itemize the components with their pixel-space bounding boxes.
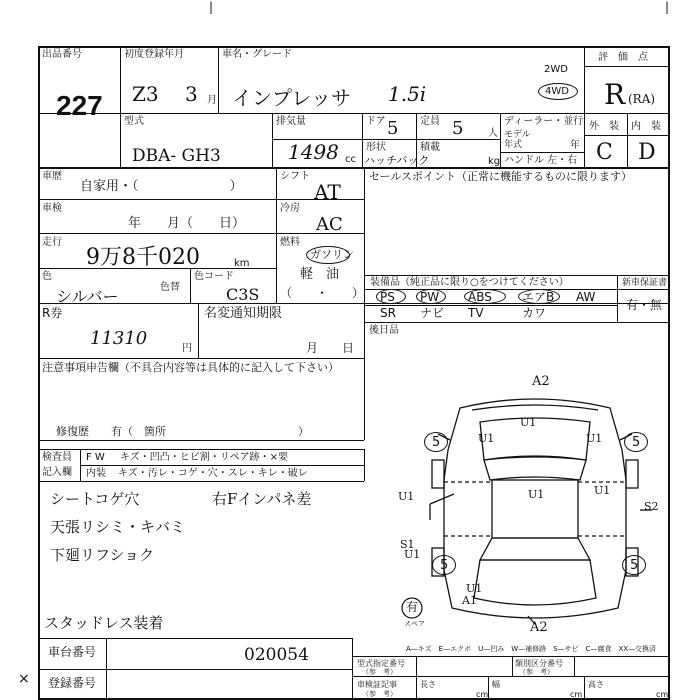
name-change-value: 月 日: [306, 341, 355, 355]
row-divider: [364, 305, 617, 306]
equipment-item: カワ: [522, 306, 547, 320]
displacement-unit: cc: [345, 154, 356, 165]
inspector-line-2: キズ・汚レ・コゲ・穴・スレ・キレ・破レ: [118, 468, 308, 479]
circled-five-mark: [622, 555, 646, 575]
displacement-label: 排気量: [276, 116, 306, 127]
circled-five-mark: [624, 432, 648, 452]
equipment-circle: [464, 289, 506, 304]
first-reg-label: 初度登録年月: [124, 49, 184, 60]
mark-u1: U1: [520, 416, 537, 429]
col-divider: [198, 303, 199, 358]
model-label: 型式: [124, 116, 144, 127]
row-divider: [500, 152, 584, 153]
col-divider: [364, 449, 365, 481]
col-divider: [276, 168, 277, 303]
model-value: DBA- GH3: [132, 146, 221, 166]
shape-value: ハッチバック: [364, 154, 430, 167]
ac-value: AC: [316, 214, 343, 235]
handle-label: ハンドル 左・右: [504, 155, 578, 166]
mark-u1: U1: [594, 484, 611, 497]
equipment-item: ABS: [468, 290, 492, 304]
mileage-value: 9万8千020: [86, 245, 200, 270]
load-label: 積載: [420, 142, 440, 153]
car-grade: 1.5i: [388, 82, 427, 106]
warranty-value: 有・無: [626, 298, 663, 312]
row-divider: [38, 440, 364, 441]
note-studless-tires: スタッドレス装着: [44, 614, 164, 632]
doors-label: ドア: [366, 116, 386, 127]
equipment-item: PW: [420, 290, 440, 304]
corner-mark-top-left: |: [209, 0, 214, 14]
mark-u1: U1: [404, 548, 421, 561]
fuel-label: 燃料: [280, 237, 300, 248]
first-reg-month: 3: [185, 82, 198, 106]
circled-five-text: 5: [632, 435, 641, 450]
class-label: 類別区分番号: [515, 659, 563, 668]
ac-label: 冷房: [280, 203, 300, 214]
score-note: (RA): [628, 92, 656, 106]
inspector-label-1: 検査員: [42, 452, 72, 463]
first-reg-era: Z3: [132, 82, 159, 106]
mark-s2: S2: [644, 500, 659, 513]
interior-label: 内 装: [631, 121, 661, 132]
exterior-label: 外 装: [589, 121, 619, 132]
inspector-inner: 内装: [86, 468, 106, 479]
row-divider: [38, 638, 352, 639]
equipment-item: ナビ: [420, 306, 445, 320]
model-year-label: モデル: [504, 130, 531, 140]
spare-mark: 有: [406, 600, 419, 614]
mark-u1: U1: [586, 432, 603, 445]
inspection-value: 年 月（ 日）: [128, 216, 246, 231]
shift-value: AT: [314, 180, 341, 204]
row-divider: [352, 676, 670, 677]
equipment-item: エアB: [522, 290, 555, 304]
class-sub: （参 考）: [519, 668, 554, 676]
mileage-label: 走行: [42, 237, 62, 248]
col-divider: [218, 46, 219, 114]
inspector-label-2: 記入欄: [42, 467, 72, 478]
car-name-label: 車名・グレード: [222, 49, 292, 60]
capacity-value: 5: [452, 118, 464, 139]
mark-a2-top: A2: [532, 374, 550, 389]
col-divider: [190, 268, 191, 303]
height-unit: cm: [656, 690, 669, 699]
recycle-unit: 円: [182, 343, 192, 354]
sales-points-label: セールスポイント（正常に機能するものに限ります）: [369, 170, 633, 183]
equipment-circle: [376, 289, 406, 304]
recycle-value: 11310: [90, 328, 148, 349]
col-divider: [584, 46, 585, 168]
dealer-label: ディーラー・並行: [504, 116, 584, 127]
col-divider: [617, 275, 618, 323]
note-underbody-rust: 下廻リフショク: [50, 546, 155, 564]
note-headliner-stain: 天張リシミ・キバミ: [50, 518, 186, 536]
spare-sub: スペア: [404, 620, 425, 628]
note-dash-step: 右Fインパネ差: [212, 490, 312, 508]
damage-legend: A—キズ E—エクボ U—凹み W—補修跡 S—サビ C—腐食 XX—交換済: [406, 645, 657, 653]
mileage-unit: km: [234, 258, 250, 269]
displacement-value: 1498: [288, 140, 339, 164]
repair-history-label: 修復歴 有（ 箇所 ）: [56, 425, 309, 438]
fuel-gas: ガソリン: [310, 248, 354, 261]
inspector-fw: F W: [86, 452, 105, 463]
type-designation-sub: （参 考）: [362, 668, 397, 676]
type-designation-label: 型式指定番号: [357, 659, 405, 668]
row-divider: [38, 113, 670, 114]
capacity-label: 定員: [420, 116, 440, 127]
mark-s1: S1: [400, 538, 415, 551]
circled-five-text: 5: [440, 558, 449, 573]
row-divider: [364, 275, 670, 276]
equipment-circle: [518, 289, 560, 304]
col-divider: [364, 168, 365, 440]
col-divider: [627, 113, 628, 168]
row-divider: [362, 139, 500, 140]
width-unit: cm: [570, 690, 583, 699]
circled-five-mark: [424, 432, 448, 452]
row-divider: [80, 465, 364, 466]
row-divider: [38, 358, 364, 359]
reg-label: 登録番号: [48, 676, 97, 690]
corner-mark-bottom-left: ×: [18, 671, 30, 687]
col-divider: [584, 676, 585, 700]
corner-mark-top-right: |: [665, 0, 670, 14]
equipment-item: PS: [380, 290, 395, 304]
note-seat-burn: シートコゲ穴: [50, 490, 140, 508]
rear-seat-label: 後日品: [369, 325, 399, 336]
shape-label: 形状: [366, 142, 386, 153]
col-divider: [512, 656, 513, 676]
recycle-label: R券: [42, 306, 63, 320]
col-divider: [120, 46, 121, 168]
col-divider: [106, 638, 107, 700]
circled-five-mark: [432, 555, 456, 575]
doors-value: 5: [387, 118, 399, 139]
mark-u1: U1: [478, 432, 495, 445]
load-unit: kg: [488, 156, 501, 167]
color-code-label: 色コード: [194, 271, 234, 282]
mark-u1: U1: [398, 490, 415, 503]
drive-2wd: 2WD: [544, 64, 568, 75]
interior-grade: D: [638, 140, 656, 165]
height-label: 高さ: [588, 680, 604, 689]
col-divider: [500, 113, 501, 168]
fuel-light: 軽 油: [300, 267, 340, 282]
cert-sub: （参 考）: [362, 690, 397, 698]
history-label: 車歴: [42, 171, 62, 182]
capacity-unit: 人: [488, 128, 498, 139]
inspection-label: 車検: [42, 203, 62, 214]
exterior-grade: C: [596, 140, 613, 165]
row-divider: [364, 322, 670, 323]
equipment-item: AW: [576, 290, 596, 304]
chassis-value: 020054: [244, 645, 309, 665]
equipment-item: TV: [468, 306, 484, 320]
length-label: 長さ: [420, 680, 436, 689]
score-value: R: [604, 78, 626, 111]
row-divider: [364, 289, 670, 290]
history-value: 自家用・（ ）: [80, 179, 243, 194]
row-divider: [38, 167, 670, 169]
col-divider: [272, 113, 273, 168]
width-label: 幅: [492, 680, 500, 689]
col-divider: [416, 656, 417, 700]
notes-label: 注意事項申告欄（不具合内容等は具体的に記入して下さい）: [42, 361, 339, 374]
model-year-label2: 年式: [504, 140, 523, 150]
name-change-label: 名変通知期限: [204, 306, 283, 321]
year-unit: 年: [570, 140, 580, 151]
equipment-item: SR: [380, 306, 396, 320]
inspector-line-1: キズ・凹凸・ヒビ割・リペア跡・×要: [120, 452, 288, 463]
color-value: シルバー: [56, 287, 119, 306]
chassis-label: 車台番号: [48, 645, 97, 659]
row-divider: [38, 449, 364, 450]
mark-a1: A1: [462, 594, 477, 607]
mark-u1: U1: [528, 488, 545, 501]
length-unit: cm: [476, 690, 489, 699]
color-label: 色: [42, 271, 52, 282]
lot-number: 227: [56, 90, 103, 121]
equipment-label: 装備品（純正品に限り○をつけてください）: [370, 277, 569, 288]
first-reg-month-unit: 月: [207, 95, 217, 106]
row-divider: [38, 481, 364, 482]
circled-five-text: 5: [432, 435, 441, 450]
col-divider: [80, 449, 81, 481]
row-divider: [584, 66, 670, 67]
car-name: インプレッサ: [232, 86, 351, 110]
equipment-circle: [416, 289, 446, 304]
shift-label: シフト: [280, 171, 310, 182]
mark-a2-bottom: A2: [530, 620, 548, 635]
fuel-paren: （ ・ ）: [280, 286, 365, 300]
row-divider: [352, 656, 670, 657]
circled-five-text: 5: [630, 558, 639, 573]
cert-label: 車検証記事: [357, 680, 397, 689]
color-code-value: C3S: [226, 285, 260, 304]
warranty-label: 新車保証書: [622, 278, 668, 288]
col-divider: [574, 656, 575, 676]
col-divider: [352, 638, 353, 700]
drive-4wd: 4WD: [545, 86, 569, 97]
lot-label: 出品番号: [42, 49, 82, 60]
color-change-label: 色替: [160, 282, 180, 293]
mark-u1: U1: [466, 582, 483, 595]
row-divider: [38, 669, 352, 670]
score-label: 評 価 点: [598, 52, 648, 63]
col-divider: [362, 113, 363, 168]
